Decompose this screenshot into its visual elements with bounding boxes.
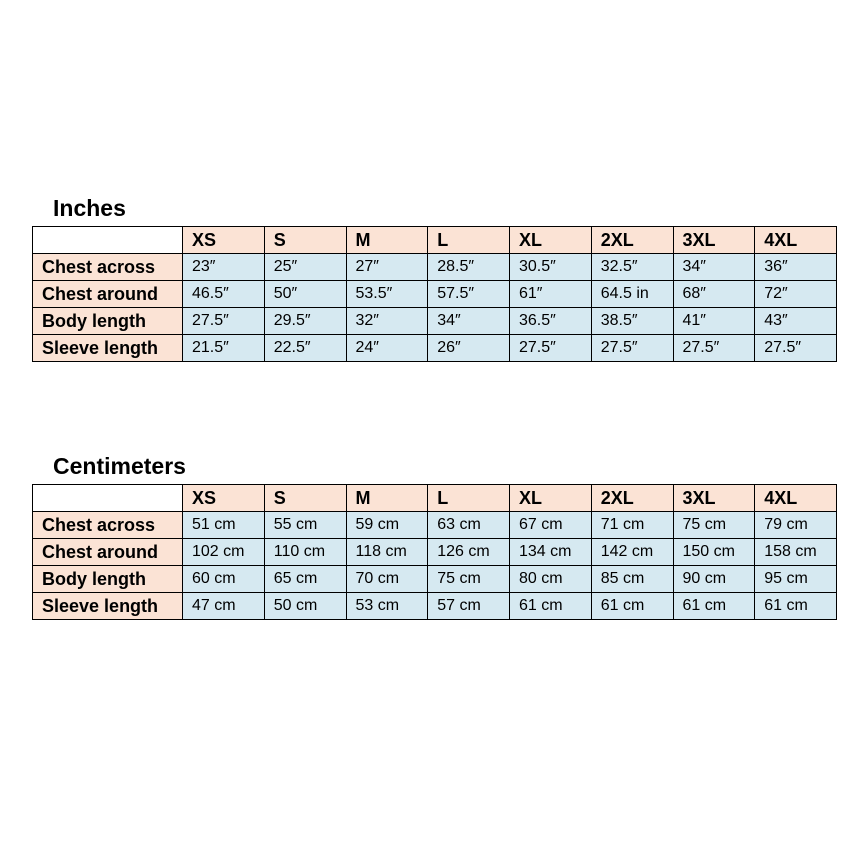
size-header-row <box>33 485 837 512</box>
value-cell: 51 cm <box>183 512 265 539</box>
size-header-row <box>33 227 837 254</box>
size-table-centimeters <box>32 484 837 620</box>
size-header-s: S <box>264 227 346 254</box>
table-row <box>33 593 837 620</box>
table-row <box>33 254 837 281</box>
value-cell: 134 cm <box>510 539 592 566</box>
value-cell: 47 cm <box>183 593 265 620</box>
value-cell: 85 cm <box>591 566 673 593</box>
value-cell: 102 cm <box>183 539 265 566</box>
size-header-l: L <box>428 485 510 512</box>
size-table-inches <box>32 226 837 362</box>
value-cell: 59 cm <box>346 512 428 539</box>
value-cell: 79 cm <box>755 512 837 539</box>
value-cell: 27.5″ <box>591 335 673 362</box>
corner-cell <box>33 485 183 512</box>
size-header-xs: XS <box>183 227 265 254</box>
value-cell: 75 cm <box>428 566 510 593</box>
section-title: Inches <box>53 195 126 221</box>
value-cell: 61 cm <box>510 593 592 620</box>
value-cell: 53.5″ <box>346 281 428 308</box>
value-cell: 50 cm <box>264 593 346 620</box>
value-cell: 53 cm <box>346 593 428 620</box>
value-cell: 43″ <box>755 308 837 335</box>
value-cell: 61″ <box>510 281 592 308</box>
table-row <box>33 512 837 539</box>
value-cell: 38.5″ <box>591 308 673 335</box>
size-header-l: L <box>428 227 510 254</box>
table-row <box>33 335 837 362</box>
row-label: Chest across <box>33 254 183 281</box>
size-header-m: M <box>346 227 428 254</box>
value-cell: 34″ <box>673 254 755 281</box>
row-label: Body length <box>33 308 183 335</box>
table-row <box>33 308 837 335</box>
value-cell: 27.5″ <box>510 335 592 362</box>
value-cell: 41″ <box>673 308 755 335</box>
size-header-2xl: 2XL <box>591 485 673 512</box>
row-label: Chest around <box>33 281 183 308</box>
value-cell: 22.5″ <box>264 335 346 362</box>
table-row <box>33 539 837 566</box>
value-cell: 57.5″ <box>428 281 510 308</box>
value-cell: 71 cm <box>591 512 673 539</box>
value-cell: 25″ <box>264 254 346 281</box>
value-cell: 61 cm <box>755 593 837 620</box>
row-label: Sleeve length <box>33 593 183 620</box>
row-label: Body length <box>33 566 183 593</box>
value-cell: 95 cm <box>755 566 837 593</box>
value-cell: 50″ <box>264 281 346 308</box>
value-cell: 80 cm <box>510 566 592 593</box>
value-cell: 90 cm <box>673 566 755 593</box>
size-header-3xl: 3XL <box>673 227 755 254</box>
value-cell: 67 cm <box>510 512 592 539</box>
value-cell: 63 cm <box>428 512 510 539</box>
row-label: Chest around <box>33 539 183 566</box>
size-header-4xl: 4XL <box>755 485 837 512</box>
value-cell: 60 cm <box>183 566 265 593</box>
value-cell: 27.5″ <box>755 335 837 362</box>
value-cell: 64.5 in <box>591 281 673 308</box>
inches-section <box>32 195 837 362</box>
value-cell: 61 cm <box>591 593 673 620</box>
size-header-xl: XL <box>510 485 592 512</box>
value-cell: 142 cm <box>591 539 673 566</box>
value-cell: 26″ <box>428 335 510 362</box>
value-cell: 118 cm <box>346 539 428 566</box>
value-cell: 126 cm <box>428 539 510 566</box>
table-row <box>33 281 837 308</box>
value-cell: 24″ <box>346 335 428 362</box>
value-cell: 150 cm <box>673 539 755 566</box>
size-header-3xl: 3XL <box>673 485 755 512</box>
value-cell: 29.5″ <box>264 308 346 335</box>
value-cell: 55 cm <box>264 512 346 539</box>
value-cell: 27.5″ <box>183 308 265 335</box>
size-header-xl: XL <box>510 227 592 254</box>
value-cell: 36.5″ <box>510 308 592 335</box>
value-cell: 34″ <box>428 308 510 335</box>
size-header-s: S <box>264 485 346 512</box>
value-cell: 27″ <box>346 254 428 281</box>
value-cell: 158 cm <box>755 539 837 566</box>
value-cell: 21.5″ <box>183 335 265 362</box>
value-cell: 32″ <box>346 308 428 335</box>
centimeters-section <box>32 453 837 620</box>
value-cell: 46.5″ <box>183 281 265 308</box>
table-row <box>33 566 837 593</box>
value-cell: 32.5″ <box>591 254 673 281</box>
value-cell: 36″ <box>755 254 837 281</box>
row-label: Sleeve length <box>33 335 183 362</box>
value-cell: 110 cm <box>264 539 346 566</box>
value-cell: 65 cm <box>264 566 346 593</box>
value-cell: 72″ <box>755 281 837 308</box>
row-label: Chest across <box>33 512 183 539</box>
corner-cell <box>33 227 183 254</box>
section-title: Centimeters <box>53 453 186 479</box>
value-cell: 75 cm <box>673 512 755 539</box>
size-header-2xl: 2XL <box>591 227 673 254</box>
value-cell: 23″ <box>183 254 265 281</box>
size-header-m: M <box>346 485 428 512</box>
value-cell: 27.5″ <box>673 335 755 362</box>
value-cell: 70 cm <box>346 566 428 593</box>
value-cell: 28.5″ <box>428 254 510 281</box>
value-cell: 57 cm <box>428 593 510 620</box>
value-cell: 68″ <box>673 281 755 308</box>
size-header-xs: XS <box>183 485 265 512</box>
size-header-4xl: 4XL <box>755 227 837 254</box>
value-cell: 61 cm <box>673 593 755 620</box>
value-cell: 30.5″ <box>510 254 592 281</box>
